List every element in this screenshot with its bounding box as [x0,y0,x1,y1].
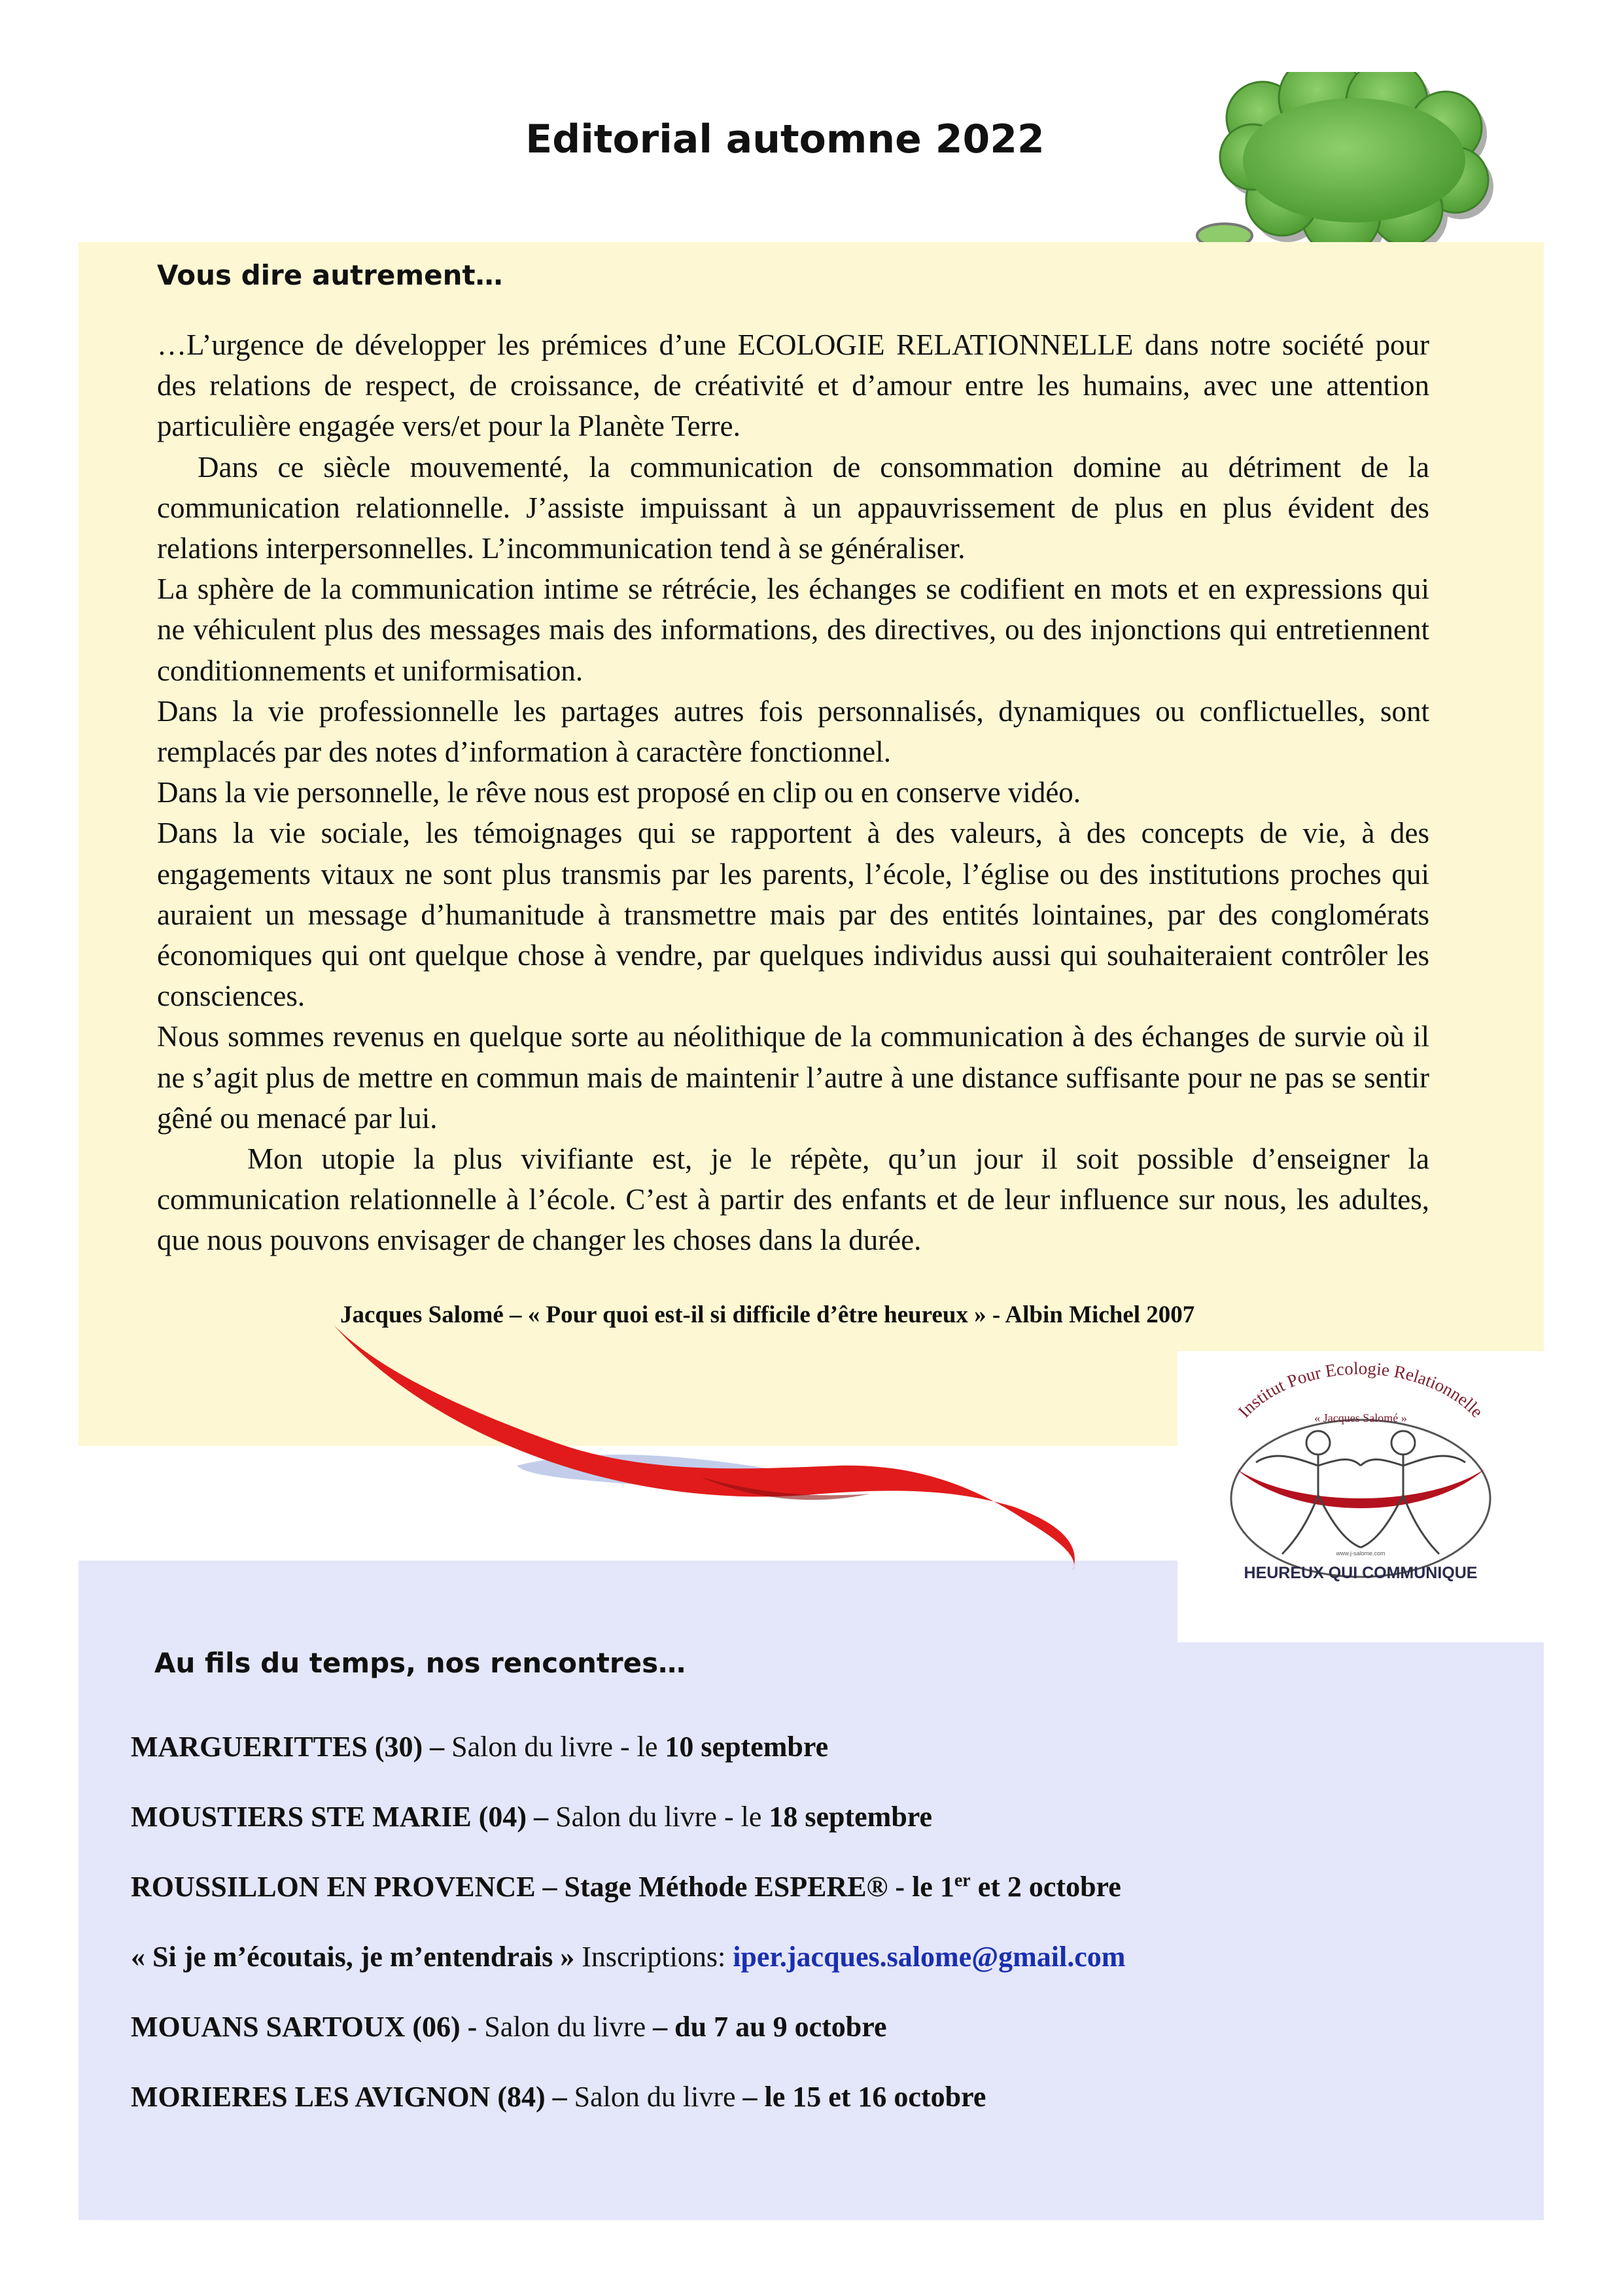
institute-logo [1177,1351,1544,1642]
list-item: ROUSSILLON EN PROVENCE – Stage Méthode ESPERE® - le 1er et 2 octobre [131,1870,1121,1903]
ribbon-icon [307,1325,1125,1574]
editorial-paragraph: …L’urgence de développer les prémices d’une ECOLOGIE RELATIONNELLE dans notre société pour des relations de respect, de croissance, de créativité et d’amour entre les humains, avec une attention particulière engagée vers/et pour la Planète Terre. [157,328,1429,443]
logo-emblem-icon [1177,1351,1544,1642]
meetings-heading: Au fils du temps, nos rencontres… [154,1647,686,1679]
list-item: MORIERES LES AVIGNON (84) – Salon du livre – le 15 et 16 octobre [131,2081,986,2113]
logo-arc-text: Institut Pour Ecologie Relationnelle [1234,1358,1488,1422]
list-item: MOUSTIERS STE MARIE (04) – Salon du livre - le 18 septembre [131,1801,933,1833]
logo-motto: HEUREUX QUI COMMUNIQUE [1244,1564,1478,1582]
logo-url: www.j-salome.com [1336,1550,1386,1557]
list-item: MARGUERITTES (30) – Salon du livre - le 10 septembre [131,1731,829,1763]
citation: Jacques Salomé – « Pour quoi est-il si difficile d’être heureux » - Albin Michel 2007 [340,1301,1195,1328]
editorial-heading: Vous dire autrement… [157,259,503,291]
editorial-text [157,325,1429,1261]
editorial-paragraph: La sphère de la communication intime se rétrécie, les échanges se codifient en mots et en expressions qui ne véhiculent plus des messages mais des informations, des directives, ou des injonctions qui entretiennent conditionnements et uniformisation. [157,573,1429,687]
list-item: MOUANS SARTOUX (06) - Salon du livre – du 7 au 9 octobre [131,2011,887,2043]
editorial-paragraph: Dans la vie personnelle, le rêve nous est proposé en clip ou en conserve vidéo. [157,776,1081,809]
editorial-paragraph: Nous sommes revenus en quelque sorte au néolithique de la communication à des échanges de survie où il ne s’agit plus de mettre en commun mais de maintenir l’autre à une distance suffisante pour ne pas se sentir gêné ou menacé par lui. [157,1020,1429,1135]
logo-sub-text: « Jacques Salomé » [1314,1411,1407,1424]
editorial-paragraph: Dans la vie professionnelle les partages autres fois personnalisés, dynamiques ou conflictuelles, sont remplacés par des notes d’information à caractère fonctionnel. [157,694,1429,769]
editorial-paragraph: Dans ce siècle mouvementé, la communication de consommation domine au détriment de la communication relationnelle. J’assiste impuissant à un appauvrissement de plus en plus évident des relations interpersonnelles. L’incommunication tend à se généraliser. [157,450,1429,565]
page-title: Editorial automne 2022 [525,116,1045,162]
events-list [131,1727,1505,2147]
editorial-paragraph: Mon utopie la plus vivifiante est, je le répète, qu’un jour il soit possible d’enseigner la communication relationnelle à l’école. C’est à partir des enfants et de leur influence sur nous, les adultes, que nous pouvons envisager de changer les choses dans la durée. [157,1142,1429,1257]
list-item: « Si je m’écoutais, je m’entendrais » Inscriptions: iper.jacques.salome@gmail.com [131,1941,1126,1973]
editorial-paragraph: Dans la vie sociale, les témoignages qui se rapportent à des valeurs, à des concepts de vie, à des engagements vitaux ne sont plus transmis par les parents, l’école, l’église ou des institutions proches qui auraient un message d’humanitude à transmettre mais par des entités lointaines, par des conglomérats économiques qui ont quelque chose à vendre, par quelques individus aussi qui souhaiteraient contrôler les consciences. [157,817,1429,1013]
email-link[interactable]: iper.jacques.salome@gmail.com [733,1941,1126,1973]
